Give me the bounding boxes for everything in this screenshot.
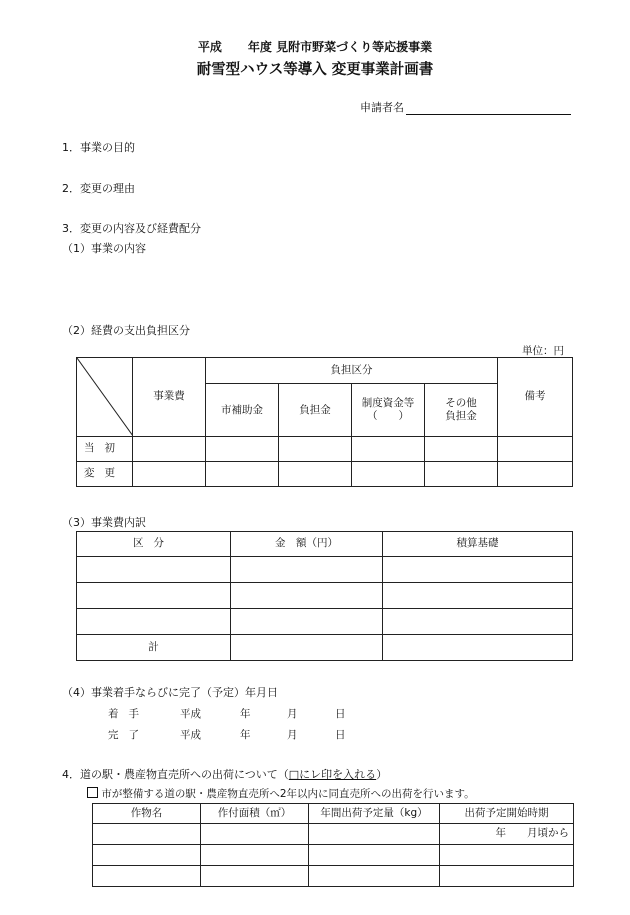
end-era: 平成 (180, 729, 201, 741)
form-title: 耐雪型ハウス等導入 変更事業計画書 (196, 62, 434, 78)
subsection-schedule: （4）事業着手ならびに完了（予定）年月日 (62, 686, 278, 699)
program-title (0, 38, 630, 55)
cell-input[interactable] (201, 866, 309, 887)
cell-input[interactable] (425, 437, 498, 462)
subsection-cost-share: （2）経費の支出負担区分 (62, 324, 190, 337)
start-month-unit: 月 (287, 708, 298, 720)
breakdown-table (76, 531, 573, 661)
cell-input[interactable] (231, 609, 383, 635)
end-year-unit: 年 (240, 729, 251, 741)
header-jigyohi: 事業費 (133, 358, 206, 437)
unit-label: 単位：円 (522, 345, 564, 357)
cell-input[interactable] (352, 437, 425, 462)
header-crop: 作物名 (93, 804, 201, 824)
shipment-commitment (87, 786, 475, 801)
header-seido (352, 384, 425, 437)
start-day-unit: 日 (335, 708, 346, 720)
cell-input[interactable] (201, 845, 309, 866)
cell-input[interactable] (440, 845, 574, 866)
seido-label-2: （ ） (367, 410, 409, 423)
end-month-unit: 月 (287, 729, 298, 741)
cell-input[interactable] (383, 583, 573, 609)
cell-input[interactable] (425, 462, 498, 487)
header-sekisan: 積算基礎 (383, 532, 573, 557)
cell-input[interactable] (498, 462, 573, 487)
start-label: 着手 (108, 708, 149, 720)
shipment-checkbox[interactable] (87, 787, 98, 798)
shipment-prefix: 4．道の駅・農産物直売所への出荷について（ (62, 768, 289, 781)
subsection-breakdown: （3）事業費内訳 (62, 516, 146, 529)
era-label: 平成 (197, 40, 222, 54)
cell-input[interactable] (352, 462, 425, 487)
row-label-henko: 変更 (77, 462, 133, 487)
cell-input[interactable] (77, 583, 231, 609)
section-reason: 2．変更の理由 (62, 182, 135, 195)
cell-input[interactable] (206, 462, 279, 487)
cell-input[interactable] (133, 462, 206, 487)
row-label-tosho: 当初 (77, 437, 133, 462)
header-shi-hojokin: 市補助金 (206, 384, 279, 437)
cell-input[interactable] (383, 635, 573, 661)
cell-input[interactable] (383, 609, 573, 635)
start-era: 平成 (180, 708, 201, 720)
program-name: 見附市野菜づくり等応援事業 (276, 40, 433, 54)
header-start-time: 出荷予定開始時期 (440, 804, 574, 824)
cell-input[interactable] (77, 609, 231, 635)
shipment-table (92, 803, 574, 887)
sonota-label-1: その他 (445, 397, 477, 410)
shipment-instruction: □にレ印を入れる (288, 768, 377, 781)
cell-input[interactable] (133, 437, 206, 462)
end-day-unit: 日 (335, 729, 346, 741)
diagonal-line (77, 358, 133, 436)
cell-input[interactable] (93, 824, 201, 845)
cell-input[interactable] (498, 437, 573, 462)
year-label: 年度 (247, 40, 272, 54)
sonota-label-2: 負担金 (445, 410, 477, 423)
cost-share-table (76, 357, 573, 487)
cell-input[interactable] (231, 635, 383, 661)
shipment-suffix: ） (376, 768, 388, 781)
header-biko: 備考 (498, 358, 573, 437)
cell-input[interactable] (231, 583, 383, 609)
section-shipment (62, 766, 387, 782)
cell-input[interactable] (309, 866, 440, 887)
applicant-field (360, 99, 571, 115)
cell-input[interactable] (279, 437, 352, 462)
header-area: 作付面積（㎡） (201, 804, 309, 824)
header-futan-kubun: 負担区分 (206, 358, 498, 384)
cell-input[interactable] (309, 824, 440, 845)
header-kingaku: 金 額（円） (231, 532, 383, 557)
subsection-content: （1）事業の内容 (62, 242, 146, 255)
cell-input[interactable] (279, 462, 352, 487)
section-purpose: 1．事業の目的 (62, 141, 135, 154)
cell-input[interactable] (93, 845, 201, 866)
cell-input[interactable] (383, 557, 573, 583)
cell-input[interactable] (93, 866, 201, 887)
applicant-label: 申請者名 (360, 101, 404, 114)
diagonal-cell (77, 358, 133, 437)
end-label: 完了 (108, 729, 149, 741)
header-kubun: 区分 (77, 532, 231, 557)
seido-label-1: 制度資金等 (361, 397, 415, 410)
row-label-kei: 計 (77, 635, 231, 661)
header-sonota (425, 384, 498, 437)
shipment-commitment-text: 市が整備する道の駅・農産物直売所へ2年以内に同直売所への出荷を行います。 (101, 788, 475, 800)
applicant-name-line[interactable] (406, 101, 571, 115)
cell-input[interactable] (201, 824, 309, 845)
cell-input[interactable] (309, 845, 440, 866)
start-time-cell[interactable]: 年 月頃から (440, 824, 574, 845)
header-futankin: 負担金 (279, 384, 352, 437)
header-volume: 年間出荷予定量（kg） (309, 804, 440, 824)
cell-input[interactable] (206, 437, 279, 462)
cell-input[interactable] (231, 557, 383, 583)
cell-input[interactable] (440, 866, 574, 887)
start-year-unit: 年 (240, 708, 251, 720)
cell-input[interactable] (77, 557, 231, 583)
section-content-budget: 3．変更の内容及び経費配分 (62, 222, 201, 235)
